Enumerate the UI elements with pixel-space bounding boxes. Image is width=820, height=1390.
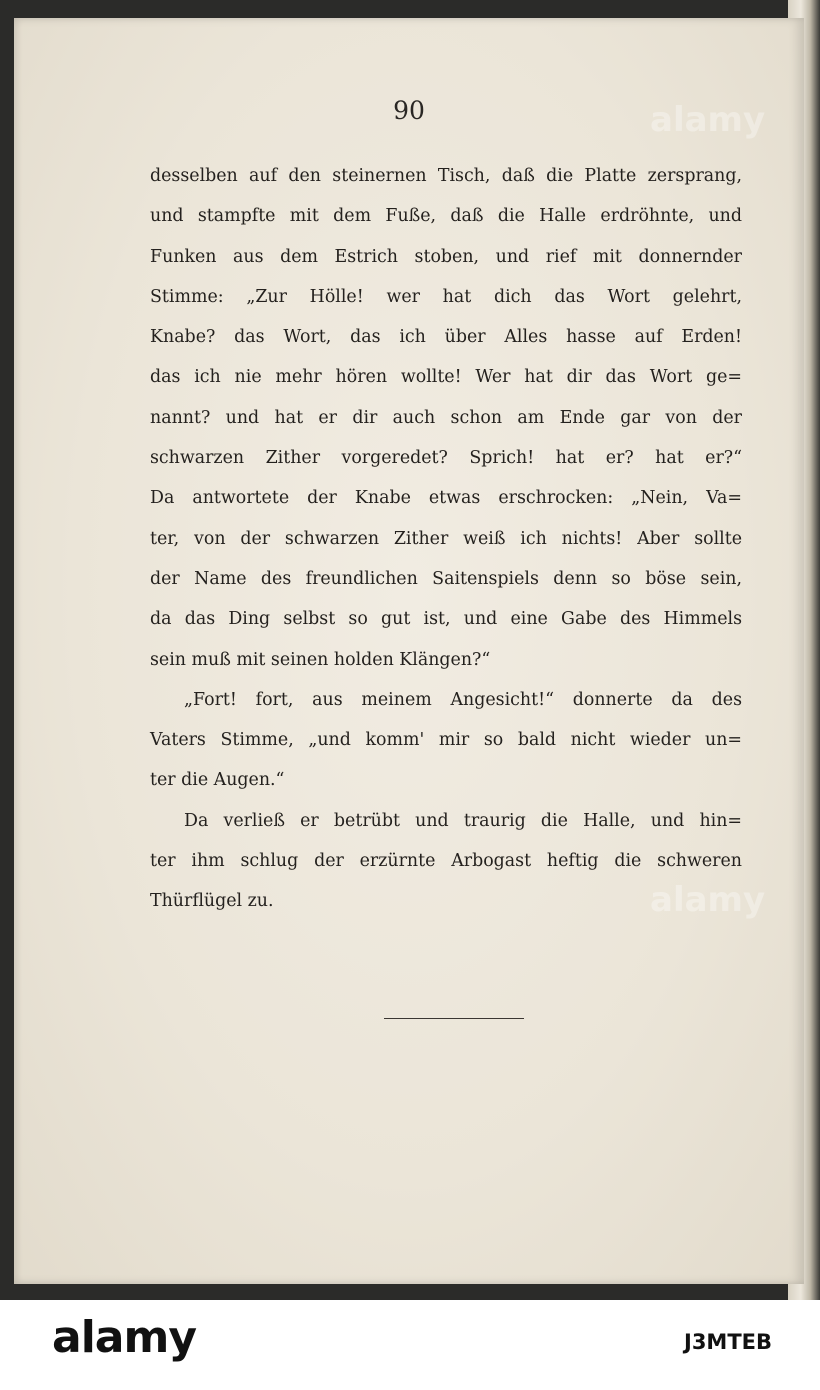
chapter-end-rule xyxy=(384,1018,524,1019)
text-line: und stampfte mit dem Fuße, daß die Halle erdröhnte, und xyxy=(150,206,742,227)
text-line: Knabe? das Wort, das ich über Alles hasse auf Erden! xyxy=(150,327,742,348)
text-line: „Fort! fort, aus meinem Angesicht!“ donnerte da des xyxy=(184,689,742,710)
stock-footer xyxy=(0,1300,820,1390)
image-code: J3MTEB xyxy=(684,1330,772,1354)
text-line: ter die Augen.“ xyxy=(150,770,285,791)
page-number: 90 xyxy=(393,96,425,125)
text-line: da das Ding selbst so gut ist, und eine Gabe des Himmels xyxy=(150,609,742,630)
text-line: Vaters Stimme, „und komm' mir so bald nicht wieder un= xyxy=(150,730,742,751)
book-page xyxy=(14,18,804,1284)
text-line: nannt? und hat er dir auch schon am Ende gar von der xyxy=(150,407,742,428)
body-text xyxy=(150,156,742,922)
text-line: Da verließ er betrübt und traurig die Halle, und hin= xyxy=(184,810,742,831)
text-line: Da antwortete der Knabe etwas erschrocken: „Nein, Va= xyxy=(150,488,742,509)
text-line: ter ihm schlug der erzürnte Arbogast heftig die schweren xyxy=(150,851,742,872)
text-line: schwarzen Zither vorgeredet? Sprich! hat er? hat er?“ xyxy=(150,448,742,469)
text-line: der Name des freundlichen Saitenspiels denn so böse sein, xyxy=(150,568,742,589)
watermark: alamy xyxy=(650,880,766,920)
text-line: das ich nie mehr hören wollte! Wer hat dir das Wort ge= xyxy=(150,367,742,388)
watermark: alamy xyxy=(650,100,766,140)
text-line: Thürflügel zu. xyxy=(150,891,274,912)
text-line: Funken aus dem Estrich stoben, und rief mit donnernder xyxy=(150,246,742,267)
text-line: ter, von der schwarzen Zither weiß ich nichts! Aber sollte xyxy=(150,528,742,549)
text-line: desselben auf den steinernen Tisch, daß die Platte zersprang, xyxy=(150,166,742,186)
alamy-logo: alamy xyxy=(52,1312,196,1363)
text-line: Stimme: „Zur Hölle! wer hat dich das Wort gelehrt, xyxy=(150,286,742,307)
text-line: sein muß mit seinen holden Klängen?“ xyxy=(150,649,491,670)
